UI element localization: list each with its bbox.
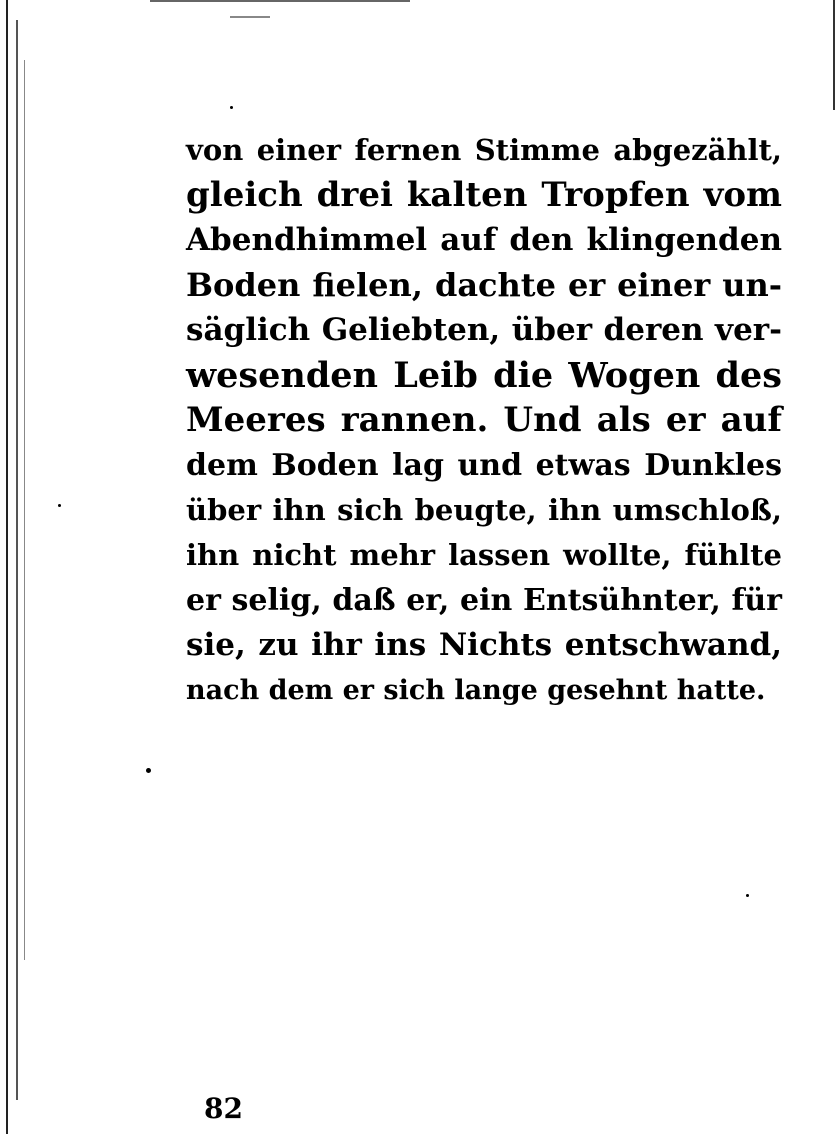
text-line: nach dem er sich lange gesehnt hatte. [186, 675, 766, 706]
text-line: von einer fernen Stimme abgezählt, [186, 133, 782, 167]
text-line: über ihn sich beugte, ihn umschloß, [186, 493, 782, 527]
scan-speck [58, 504, 61, 507]
text-line: gleich drei kalten Tropfen vom [186, 175, 782, 215]
binding-line [24, 60, 25, 960]
scan-speck [746, 894, 749, 897]
text-line: er selig, daß er, ein Entsühnter, für [186, 583, 782, 618]
text-line: Meeres rannen. Und als er auf [186, 400, 782, 440]
text-line: wesenden Leib die Wogen des [186, 355, 782, 396]
text-line: sie, zu ihr ins Nichts entschwand, [186, 627, 782, 663]
page-number: 82 [204, 1092, 243, 1125]
scan-artifact-edge [833, 0, 835, 110]
scan-artifact-rule [230, 16, 270, 18]
text-line: ihn nicht mehr lassen wollte, fühlte [186, 538, 782, 572]
binding-line [6, 0, 8, 1134]
binding-line [16, 20, 18, 1100]
text-line: Boden fielen, dachte er einer un- [186, 266, 782, 304]
text-line: Abendhimmel auf den klingenden [186, 222, 782, 258]
text-line: dem Boden lag und etwas Dunkles [186, 448, 782, 483]
page-binding-edge [0, 0, 40, 1134]
scan-speck [146, 768, 151, 773]
text-line: säglich Geliebten, über deren ver- [186, 312, 782, 348]
body-text [186, 128, 782, 713]
scan-artifact-rule [150, 0, 410, 2]
scan-speck [230, 106, 233, 109]
